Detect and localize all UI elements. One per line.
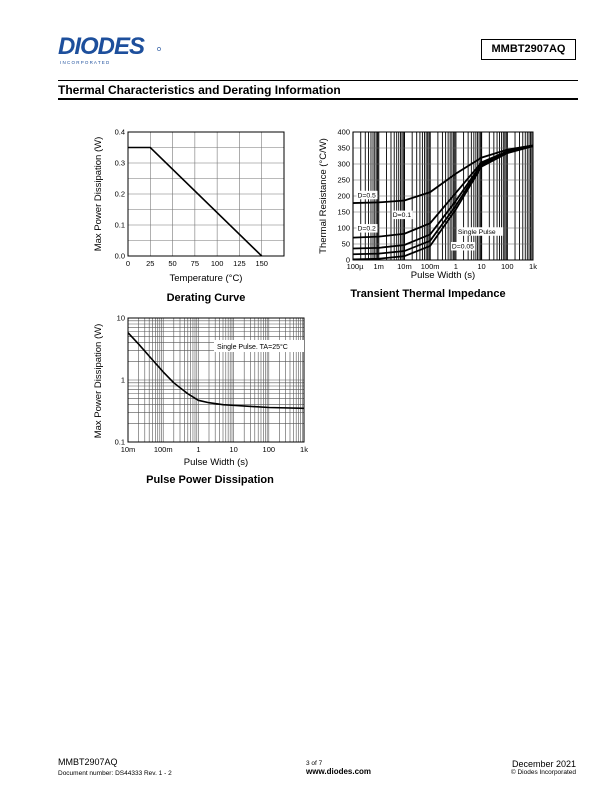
pulse-y-tick-label: 1 xyxy=(120,375,125,385)
transient-y-tick-label: 200 xyxy=(337,191,350,201)
logo-subtext: I N C O R P O R A T E D xyxy=(60,60,110,65)
pulse-power-chart xyxy=(90,312,320,492)
derating-x-tick-label: 0 xyxy=(125,259,131,268)
transient-series-label: D=0.1 xyxy=(392,212,412,220)
transient-y-ticks xyxy=(337,128,350,265)
pulse-y-tick-label: 0.1 xyxy=(114,437,125,447)
derating-caption: Derating Curve xyxy=(166,292,246,304)
transient-impedance-chart xyxy=(315,125,545,305)
pulse-x-tick-label: 1k xyxy=(300,445,308,454)
transient-x-tick-label: 100m xyxy=(420,262,440,271)
pulse-x-tick-label: 10m xyxy=(120,445,136,454)
footer-copyright: © Diodes Incorporated xyxy=(510,769,576,776)
pulse-y-ticks xyxy=(115,314,125,447)
derating-y-tick-label: 0.0 xyxy=(114,251,125,261)
derating-x-label: Temperature (°C) xyxy=(169,273,243,284)
transient-y-tick-label: 400 xyxy=(337,127,350,137)
transient-x-tick-label: 10m xyxy=(397,262,412,271)
pulse-caption: Pulse Power Dissipation xyxy=(146,474,274,486)
part-number-box: MMBT2907AQ xyxy=(481,39,576,60)
transient-caption: Transient Thermal Impedance xyxy=(350,288,506,300)
transient-y-tick-label: 150 xyxy=(337,207,350,217)
transient-x-tick-label: 1m xyxy=(373,262,384,271)
logo-text: DIODES xyxy=(58,33,145,60)
transient-series-label: D=0.2 xyxy=(357,225,376,233)
transient-x-label: Pulse Width (s) xyxy=(410,270,476,281)
footer-date: December 2021 xyxy=(511,759,576,769)
pulse-x-ticks xyxy=(121,445,309,454)
derating-x-tick-label: 25 xyxy=(146,259,155,268)
section-title: Thermal Characteristics and Derating Information xyxy=(58,83,341,97)
transient-y-tick-label: 250 xyxy=(337,175,350,185)
transient-x-tick-label: 1k xyxy=(529,262,537,271)
title-rule xyxy=(58,98,578,100)
derating-x-tick-label: 125 xyxy=(233,259,246,268)
transient-y-tick-label: 100 xyxy=(337,223,350,233)
pulse-y-tick-label: 10 xyxy=(116,313,125,323)
derating-y-label: Max Power Dissipation (W) xyxy=(93,136,104,252)
derating-x-ticks xyxy=(126,259,268,268)
transient-x-tick-label: 1 xyxy=(453,262,458,271)
transient-y-tick-label: 50 xyxy=(341,239,350,249)
derating-x-tick-label: 50 xyxy=(168,259,177,268)
transient-x-tick-label: 100µ xyxy=(346,262,364,271)
derating-chart xyxy=(90,125,310,305)
derating-y-ticks xyxy=(115,128,125,261)
transient-series-label: Single Pulse xyxy=(457,228,496,236)
derating-y-tick-label: 0.2 xyxy=(114,189,125,199)
transient-series-label: D=0.5 xyxy=(357,192,376,200)
footer-doc-number: Document number: DS44333 Rev. 1 - 2 xyxy=(58,770,172,777)
transient-x-tick-label: 10 xyxy=(477,262,486,271)
derating-y-tick-label: 0.4 xyxy=(114,127,125,137)
derating-x-tick-label: 150 xyxy=(255,259,268,268)
pulse-annotation: Single Pulse. TA=25°C xyxy=(217,344,288,351)
derating-y-tick-label: 0.3 xyxy=(114,158,125,168)
derating-y-tick-label: 0.1 xyxy=(114,220,125,230)
transient-y-label: Thermal Resistance (°C/W) xyxy=(318,138,329,254)
header-rule xyxy=(58,80,578,81)
derating-x-tick-label: 75 xyxy=(190,259,200,268)
pulse-x-label: Pulse Width (s) xyxy=(183,457,249,468)
diodes-logo xyxy=(58,33,162,67)
transient-y-tick-label: 0 xyxy=(345,255,350,265)
derating-x-tick-label: 100 xyxy=(210,259,224,268)
transient-y-tick-label: 300 xyxy=(337,159,350,169)
footer-right xyxy=(511,759,576,776)
pulse-x-tick-label: 100m xyxy=(153,445,173,454)
transient-y-tick-label: 350 xyxy=(337,143,350,153)
transient-x-tick-label: 100 xyxy=(501,262,514,271)
pulse-y-label: Max Power Dissipation (W) xyxy=(93,323,104,439)
footer-part-number: MMBT2907AQ xyxy=(58,757,118,767)
derating-grid xyxy=(128,132,284,256)
pulse-x-tick-label: 100 xyxy=(262,445,276,454)
pulse-x-tick-label: 10 xyxy=(229,445,238,454)
transient-series-label: D=0.05 xyxy=(451,243,474,251)
pulse-grid xyxy=(128,318,304,442)
pulse-x-tick-label: 1 xyxy=(196,445,201,454)
